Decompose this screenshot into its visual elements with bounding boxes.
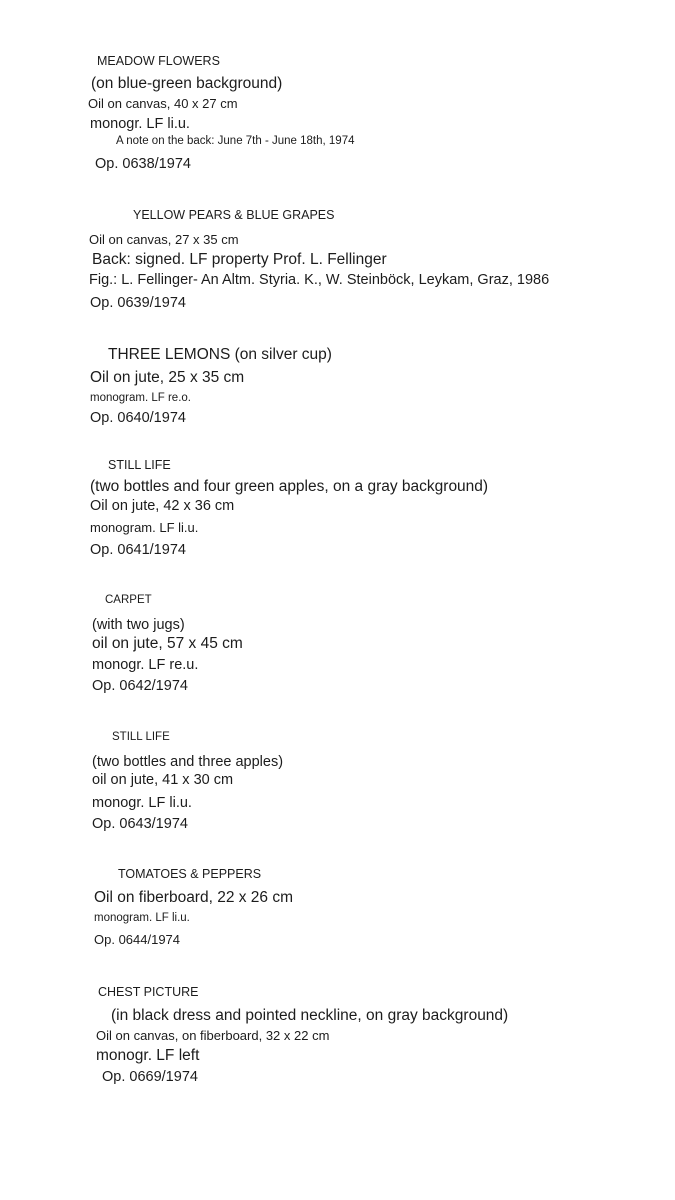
entry-title: MEADOW FLOWERS bbox=[97, 54, 220, 68]
entry-signature: monogr. LF left bbox=[96, 1047, 200, 1064]
entry-title: THREE LEMONS (on silver cup) bbox=[108, 346, 332, 363]
entry-back-note: Back: signed. LF property Prof. L. Fellinger bbox=[92, 251, 387, 268]
entry-opus: Op. 0639/1974 bbox=[90, 295, 186, 311]
entry-title: CHEST PICTURE bbox=[98, 985, 199, 999]
entry-signature: monogr. LF li.u. bbox=[92, 795, 192, 811]
entry-subtitle: (in black dress and pointed neckline, on gray background) bbox=[111, 1007, 509, 1024]
entry-note: A note on the back: June 7th - June 18th, 1974 bbox=[116, 135, 355, 147]
entry-medium: Oil on canvas, 40 x 27 cm bbox=[88, 96, 238, 111]
entry-title: CARPET bbox=[105, 594, 152, 606]
entry-subtitle: (with two jugs) bbox=[92, 617, 185, 633]
entry-opus: Op. 0644/1974 bbox=[94, 932, 181, 947]
entry-subtitle: (two bottles and four green apples, on a gray background) bbox=[90, 478, 489, 495]
entry-subtitle: (two bottles and three apples) bbox=[92, 754, 284, 770]
entry-signature: monogr. LF re.u. bbox=[92, 657, 199, 673]
entry-opus: Op. 0638/1974 bbox=[95, 156, 191, 172]
entry-opus: Op. 0669/1974 bbox=[102, 1069, 198, 1085]
entry-title: STILL LIFE bbox=[108, 458, 171, 472]
entry-signature: monogram. LF re.o. bbox=[90, 392, 191, 404]
entry-title: YELLOW PEARS & BLUE GRAPES bbox=[133, 208, 335, 222]
entry-title: TOMATOES & PEPPERS bbox=[118, 867, 262, 881]
entry-signature: monogram. LF li.u. bbox=[94, 912, 190, 924]
entry-medium: oil on jute, 57 x 45 cm bbox=[92, 635, 243, 652]
entry-medium: Oil on jute, 25 x 35 cm bbox=[90, 369, 245, 386]
entry-opus: Op. 0642/1974 bbox=[92, 678, 188, 694]
entry-medium: Oil on jute, 42 x 36 cm bbox=[90, 498, 235, 514]
entry-title: STILL LIFE bbox=[112, 731, 170, 743]
entry-opus: Op. 0643/1974 bbox=[92, 816, 188, 832]
entry-opus: Op. 0641/1974 bbox=[90, 542, 186, 558]
entry-medium: oil on jute, 41 x 30 cm bbox=[92, 772, 234, 788]
entry-medium: Oil on fiberboard, 22 x 26 cm bbox=[94, 889, 294, 906]
entry-signature: monogr. LF li.u. bbox=[90, 116, 190, 132]
entry-subtitle: (on blue-green background) bbox=[91, 75, 283, 92]
entry-opus: Op. 0640/1974 bbox=[90, 410, 186, 426]
entry-medium: Oil on canvas, on fiberboard, 32 x 22 cm bbox=[96, 1028, 330, 1043]
entry-signature: monogram. LF li.u. bbox=[90, 520, 199, 535]
entry-medium: Oil on canvas, 27 x 35 cm bbox=[89, 232, 239, 247]
entry-figure-reference: Fig.: L. Fellinger- An Altm. Styria. K., W. Steinböck, Leykam, Graz, 1986 bbox=[89, 272, 550, 288]
